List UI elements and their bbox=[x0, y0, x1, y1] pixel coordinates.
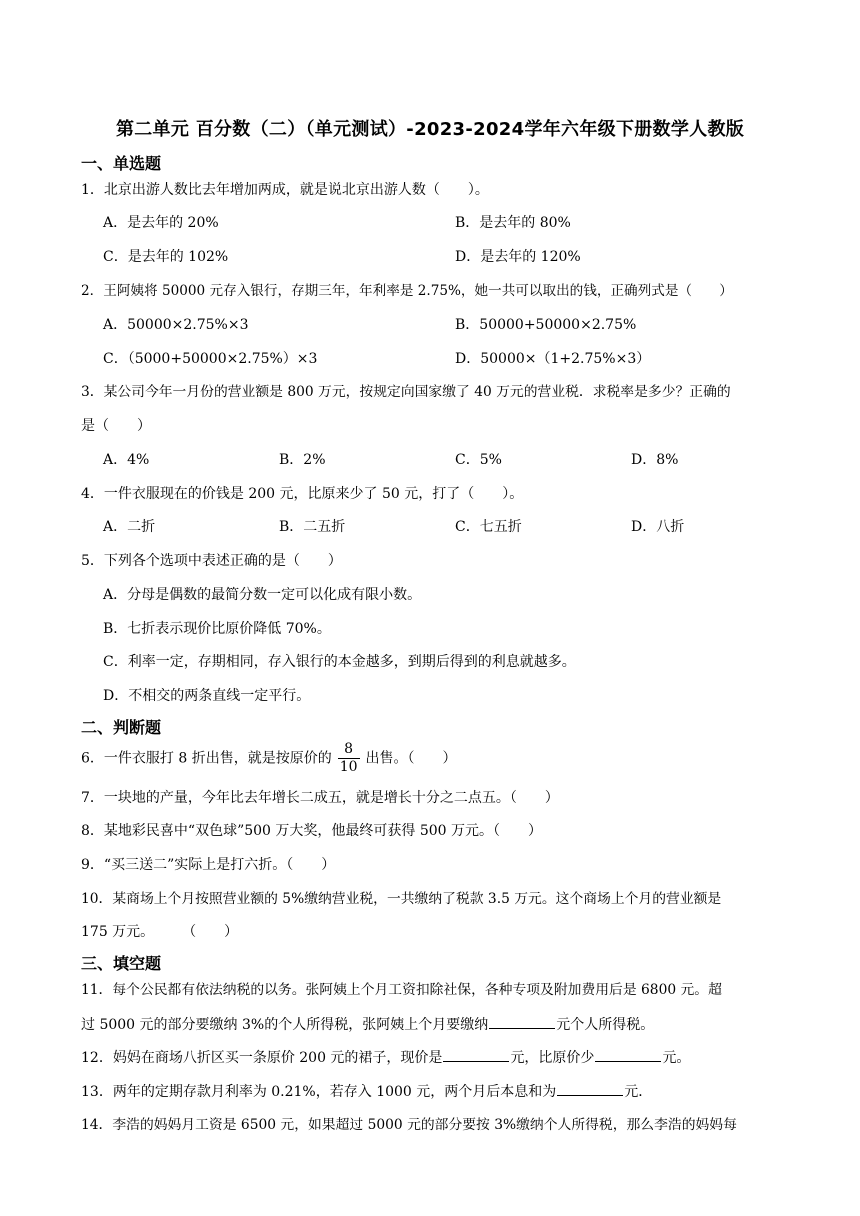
question-5-option-c: C．利率一定，存期相同，存入银行的本金越多，到期后得到的利息就越多。 bbox=[103, 654, 576, 670]
question-2-stem: 2．王阿姨将 50000 元存入银行，存期三年，年利率是 2.75%，她一共可以取出的钱，正确列式是（ ） bbox=[81, 283, 733, 299]
question-5-option-b: B．七折表示现价比原价降低 70%。 bbox=[103, 621, 331, 637]
question-6 bbox=[81, 741, 457, 776]
question-3-option-a: A．4% bbox=[103, 452, 150, 468]
question-5-option-a: A．分母是偶数的最简分数一定可以化成有限小数。 bbox=[103, 587, 422, 603]
question-12-text-after: 元。 bbox=[662, 1050, 691, 1066]
question-14-line-1: 14．李浩的妈妈月工资是 6500 元，如果超过 5000 元的部分要按 3%缴纳个人所得税，那么李浩的妈妈每 bbox=[81, 1117, 737, 1133]
question-10-line-1: 10．某商场上个月按照营业额的 5%缴纳营业税，一共缴纳了税款 3.5 万元。这个商场上个月的营业额是 bbox=[81, 891, 722, 907]
question-11-text-before: 过 5000 元的部分要缴纳 3%的个人所得税，张阿姨上个月要缴纳 bbox=[81, 1017, 489, 1033]
question-11-text-after: 元个人所得税。 bbox=[556, 1017, 655, 1033]
answer-blank[interactable] bbox=[489, 1014, 555, 1029]
question-4-stem: 4．一件衣服现在的价钱是 200 元，比原来少了 50 元，打了（ ）。 bbox=[81, 486, 524, 502]
question-2-option-c: C．（5000+50000×2.75%）×3 bbox=[103, 351, 318, 367]
section-heading-single-choice: 一、单选题 bbox=[81, 154, 162, 173]
question-3-stem-line-1: 3．某公司今年一月份的营业额是 800 万元，按规定向国家缴了 40 万元的营业税．求税率是多少？正确的 bbox=[81, 384, 731, 400]
question-12-text-middle: 元，比原价少 bbox=[510, 1050, 595, 1066]
question-13-text-before: 13．两年的定期存款月利率为 0.21%，若存入 1000 元，两个月后本息和为 bbox=[81, 1084, 557, 1100]
question-3-option-d: D．8% bbox=[631, 452, 679, 468]
question-1-option-b: B．是去年的 80% bbox=[455, 215, 571, 231]
fraction-eight-tenths bbox=[338, 741, 360, 776]
question-12-text-before: 12．妈妈在商场八折区买一条原价 200 元的裙子，现价是 bbox=[81, 1050, 443, 1066]
question-7: 7．一块地的产量，今年比去年增长二成五，就是增长十分之二点五。（ ） bbox=[81, 790, 559, 806]
answer-blank[interactable] bbox=[595, 1047, 661, 1062]
question-6-text-after: 出售。（ ） bbox=[365, 750, 457, 767]
question-2-option-a: A．50000×2.75%×3 bbox=[103, 317, 249, 333]
question-3-option-b: B．2% bbox=[279, 452, 326, 468]
question-5-option-d: D．不相交的两条直线一定平行。 bbox=[103, 688, 311, 704]
question-4-option-d: D．八折 bbox=[631, 519, 685, 535]
page-title: 第二单元 百分数（二）（单元测试）-2023-2024学年六年级下册数学人教版 bbox=[115, 119, 745, 140]
answer-blank[interactable] bbox=[557, 1081, 623, 1096]
question-5-stem: 5．下列各个选项中表述正确的是（ ） bbox=[81, 553, 342, 569]
question-4-option-a: A．二折 bbox=[103, 519, 156, 535]
question-13 bbox=[81, 1081, 652, 1102]
question-4-option-b: B．二五折 bbox=[279, 519, 346, 535]
question-11-line-1: 11．每个公民都有依法纳税的以务。张阿姨上个月工资扣除社保，各种专项及附加费用后是 6800 元。超 bbox=[81, 982, 722, 998]
question-1-option-a: A．是去年的 20% bbox=[103, 215, 219, 231]
question-1-option-d: D．是去年的 120% bbox=[455, 249, 581, 265]
question-8: 8．某地彩民喜中“双色球”500 万大奖，他最终可获得 500 万元。（ ） bbox=[81, 823, 543, 839]
section-heading-fill-in: 三、填空题 bbox=[81, 954, 162, 973]
question-12 bbox=[81, 1047, 690, 1068]
question-1-stem: 1．北京出游人数比去年增加两成，就是说北京出游人数（ ）。 bbox=[81, 182, 489, 198]
question-13-text-after: 元． bbox=[624, 1084, 653, 1100]
fraction-numerator: 8 bbox=[338, 741, 360, 759]
question-2-option-b: B．50000+50000×2.75% bbox=[455, 317, 637, 333]
question-11-line-2 bbox=[81, 1014, 654, 1035]
fraction-denominator: 10 bbox=[339, 759, 358, 775]
section-heading-true-false: 二、判断题 bbox=[81, 718, 162, 737]
question-6-text-before: 6．一件衣服打 8 折出售，就是按原价的 bbox=[81, 750, 332, 767]
question-10-line-2: 175 万元。 （ ） bbox=[81, 924, 239, 940]
answer-blank[interactable] bbox=[443, 1047, 509, 1062]
question-9: 9．“买三送二”实际上是打六折。（ ） bbox=[81, 857, 336, 873]
question-4-option-c: C．七五折 bbox=[455, 519, 522, 535]
question-3-option-c: C．5% bbox=[455, 452, 502, 468]
question-2-option-d: D．50000×（1+2.75%×3） bbox=[455, 351, 651, 367]
question-1-option-c: C．是去年的 102% bbox=[103, 249, 229, 265]
question-3-stem-line-2: 是（ ） bbox=[81, 418, 151, 434]
